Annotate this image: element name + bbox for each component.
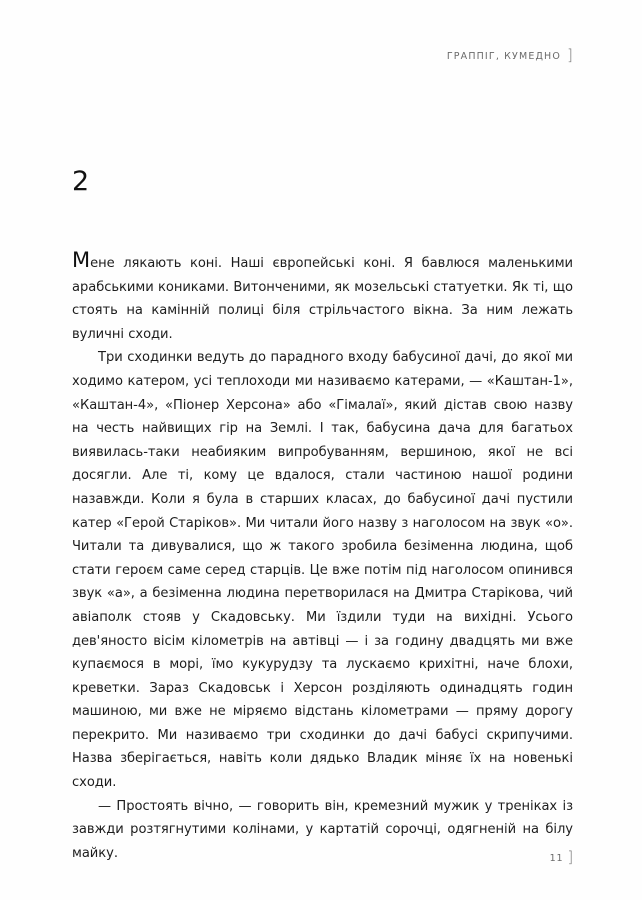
- paragraph: Мене лякають коні. Наші європейські коні. Я бавлюся маленькими арабськими кониками. Витонченими, як мозельські статуетки. Як ті, що стоять на камінній полиці біля стрільчастого вікна. За ним лежать вуличні сходи.: [72, 248, 573, 342]
- paragraph: Три сходинки ведуть до парадного входу бабусиної дачі, до якої ми ходимо катером, усі теплоходи ми називаємо катерами, — «Каштан-1», «Каштан-4», «Піонер Херсона» або «Гімалаї», який дістав свою назву на честь найвищих гір на Землі. І так, бабусина дача для багатьох виявилась-таки неабияким випробуванням, вершиною, якої не всі досягли. Але ті, кому це вдалося, стали частиною нашої родини назавжди. Коли я була в старших класах, до бабусиної дачі пустили катер «Герой Старіков». Ми читали його назву з наголосом на звук «о». Читали та дивувалися, що ж такого зробила безіменна людина, щоб стати героєм саме серед старців. Це вже потім під наголосом опинився звук «а», а безіменна людина перетворилася на Дмитра Старікова, чий авіаполк стояв у Скадовську. Ми їздили туди на вихідні. Усього дев'яносто вісім кілометрів на автівці — і за годину двадцять ми вже купаємося в морі, їмо кукурудзу та лускаємо крихітні, наче блохи, креветки. Зараз Скадовськ і Херсон розділяють одинадцять годин машиною, ми вже не міряємо відстань кілометрами — пряму дорогу перекрито. Ми називаємо три сходинки до дачі бабусі скрипучими. Назва зберігається, навіть коли дядько Владик міняє їх на новенькі сходи.: [72, 350, 573, 791]
- paragraph-dialogue: — Простоять вічно, — говорить він, кремезний мужик у треніках із завжди розтягнутими колінами, у картатій сорочці, одягненій на білу майку.: [72, 798, 573, 861]
- chapter-number: 2: [72, 166, 90, 197]
- page-number: [550, 850, 574, 864]
- running-head-text: ГРАППІГ, КУМЕДНО: [446, 51, 561, 62]
- running-head: [447, 48, 574, 62]
- page-number-value: 11: [549, 853, 564, 864]
- page-number-bracket-icon: ]: [567, 848, 574, 866]
- body-text: [72, 250, 573, 865]
- running-head-bracket-icon: ]: [566, 46, 574, 64]
